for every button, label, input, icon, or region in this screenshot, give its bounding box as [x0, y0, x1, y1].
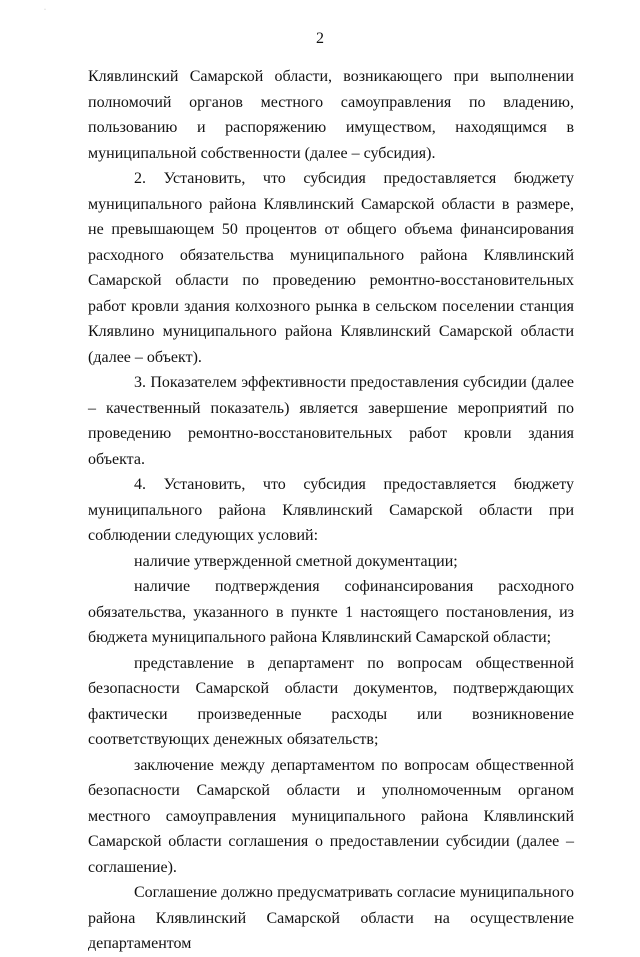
paragraph-item-3: 3. Показателем эффективности предоставления субсидии (далее – качественный показатель) является завершение мероприятий по проведению ремонтно-восстановительных работ кровли здания объекта.	[88, 374, 574, 468]
paragraph-item-2: 2. Установить, что субсидия предоставляется бюджету муниципального района Клявлинский Самарской области в размере, не превышающем 50 процентов от общего объема финансирования расходного обязательства муниципального района Клявлинский Самарской области по проведению ремонтно-восстановительных работ кровли здания колхозного рынка в сельском поселении станция Клявлино муниципального района Клявлинский Самарской области (далее – объект).	[88, 170, 574, 366]
condition-estimate: наличие утвержденной сметной документации;	[134, 552, 458, 570]
paragraph-continuation: Клявлинский Самарской области, возникающего при выполнении полномочий органов местного самоуправления по владению, пользованию и распоряжению имуществом, находящимся в муниципальной собственности (далее – субсидия).	[88, 68, 574, 162]
condition-cofinancing: наличие подтверждения софинансирования расходного обязательства, указанного в пункте 1 настоящего постановления, из бюджета муниципального района Клявлинский Самарской области;	[88, 578, 574, 646]
scan-mark: ·	[44, 7, 46, 13]
paragraph-agreement-terms: Соглашение должно предусматривать согласие муниципального района Клявлинский Самарской области на осуществление департаментом	[88, 884, 574, 952]
document-body	[88, 64, 574, 957]
paragraph-item-4: 4. Установить, что субсидия предоставляется бюджету муниципального района Клявлинский Самарской области при соблюдении следующих условий:	[88, 476, 574, 544]
condition-documents: представление в департамент по вопросам общественной безопасности Самарской области документов, подтверждающих фактически произведенные расходы или возникновение соответствующих денежных обязательств;	[88, 654, 574, 748]
page-number: 2	[316, 30, 324, 47]
condition-agreement: заключение между департаментом по вопросам общественной безопасности Самарской области и уполномоченным органом местного самоуправления муниципального района Клявлинский Самарской области соглашения о предоставлении субсидии (далее – соглашение).	[88, 756, 574, 876]
